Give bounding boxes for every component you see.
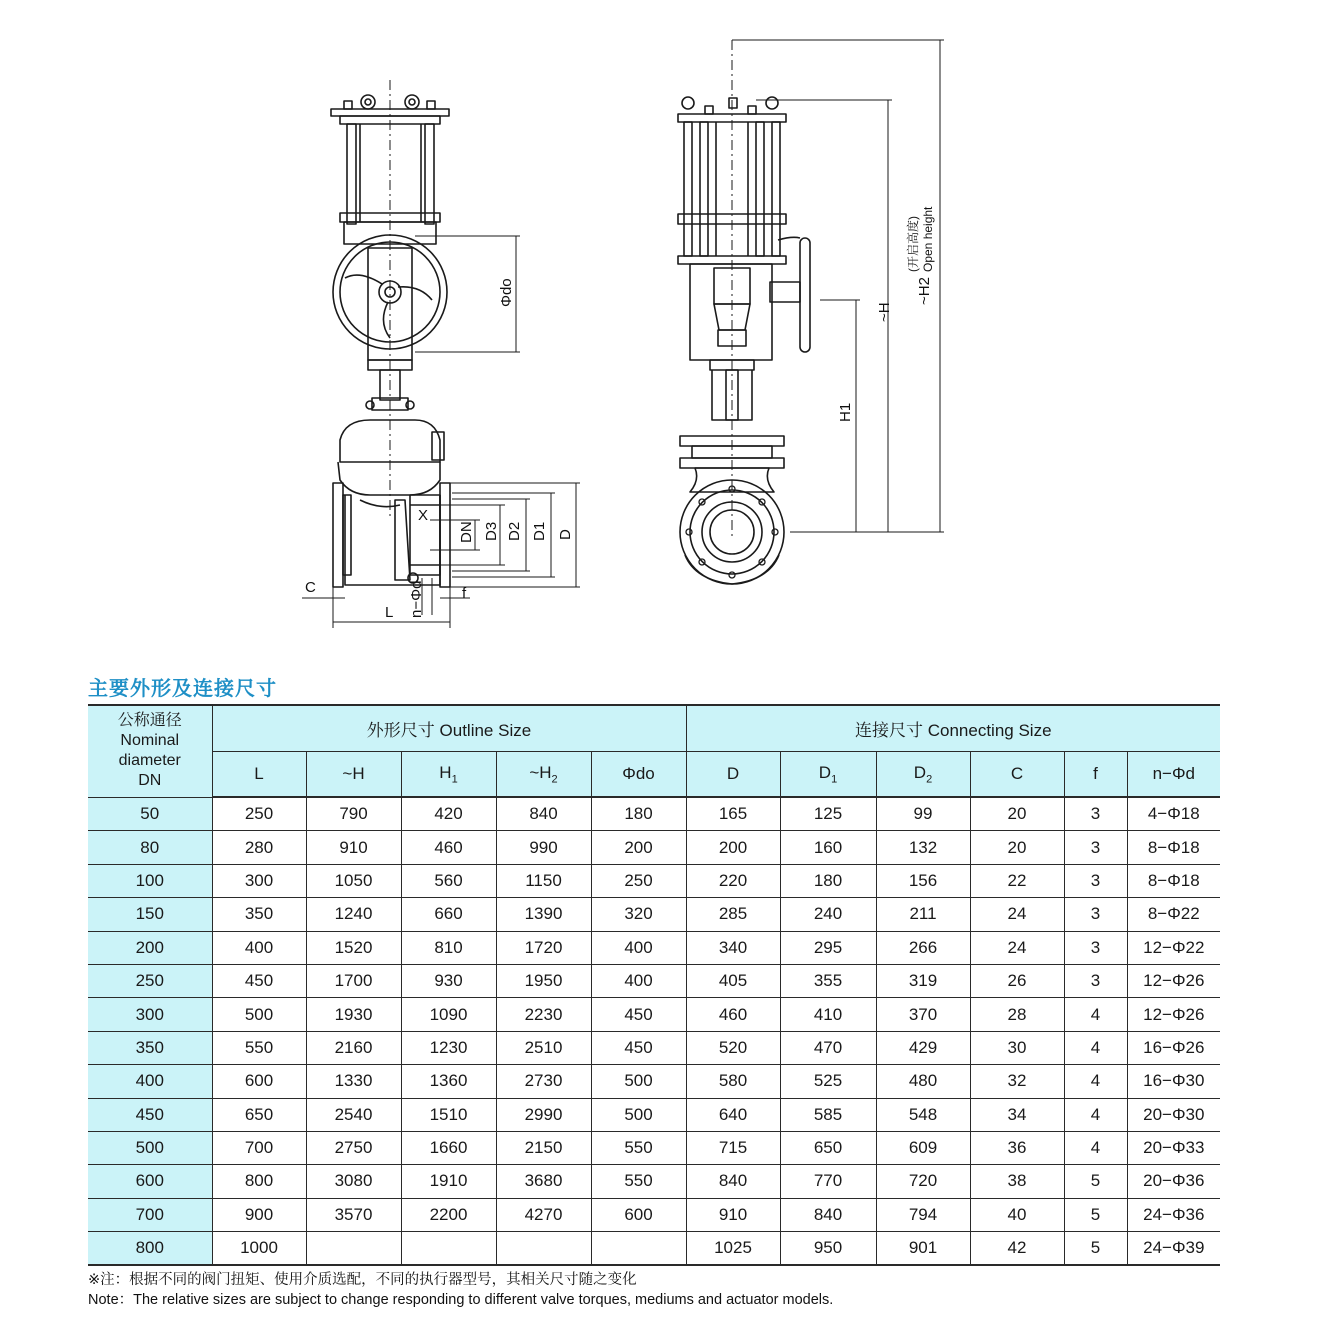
table-cell: 1230: [401, 1031, 496, 1064]
table-cell: 410: [780, 998, 876, 1031]
table-cell: 12−Φ26: [1127, 964, 1220, 997]
column-header: $\sim H_2$: [496, 752, 591, 798]
table-cell: 22: [970, 864, 1064, 897]
connecting-size-header: 连接尺寸 Connecting Size: [686, 705, 1220, 752]
table-cell: 24−Φ36: [1127, 1198, 1220, 1231]
table-cell: 4: [1064, 1031, 1127, 1064]
table-cell: 160: [780, 831, 876, 864]
table-cell: 2150: [496, 1131, 591, 1164]
dn-cell: 200: [88, 931, 212, 964]
table-cell: 2750: [306, 1131, 401, 1164]
table-cell: 2160: [306, 1031, 401, 1064]
table-cell: 20−Φ30: [1127, 1098, 1220, 1131]
table-cell: 480: [876, 1065, 970, 1098]
dim-label-l: L: [385, 604, 394, 621]
table-cell: 24−Φ39: [1127, 1232, 1220, 1266]
table-cell: 400: [591, 964, 686, 997]
table-cell: 200: [591, 831, 686, 864]
dim-label-open-en: Open height: [921, 206, 935, 272]
table-cell: 1360: [401, 1065, 496, 1098]
table-cell: 950: [780, 1232, 876, 1266]
table-cell: 2510: [496, 1031, 591, 1064]
dn-cell: 50: [88, 797, 212, 831]
dimension-labels: [305, 206, 935, 621]
dn-cell: 350: [88, 1031, 212, 1064]
table-cell: 4: [1064, 1065, 1127, 1098]
table-cell: [496, 1232, 591, 1266]
table-cell: 1910: [401, 1165, 496, 1198]
dim-label-h: ~H: [876, 302, 893, 322]
table-cell: 609: [876, 1131, 970, 1164]
table-cell: 42: [970, 1232, 1064, 1266]
table-cell: 1950: [496, 964, 591, 997]
dn-cell: 400: [88, 1065, 212, 1098]
column-header: L: [212, 752, 306, 798]
table-cell: 1000: [212, 1232, 306, 1266]
column-header: $H_1$: [401, 752, 496, 798]
dim-label-h2: ~H2: [916, 277, 933, 305]
table-row: [88, 1065, 1220, 1098]
table-cell: 3: [1064, 898, 1127, 931]
table-cell: 3: [1064, 797, 1127, 831]
table-cell: 794: [876, 1198, 970, 1231]
table-cell: 500: [591, 1065, 686, 1098]
note-english: Note：The relative sizes are subject to change responding to different valve torques, mediums and actuator models.: [88, 1292, 834, 1308]
table-cell: 810: [401, 931, 496, 964]
table-cell: 600: [212, 1065, 306, 1098]
dim-label-h1: H1: [837, 402, 854, 422]
column-header: C: [970, 752, 1064, 798]
table-cell: 40: [970, 1198, 1064, 1231]
dn-header-line: diameter: [118, 752, 181, 770]
table-row: [88, 1131, 1220, 1164]
table-cell: 550: [591, 1165, 686, 1198]
table-cell: 715: [686, 1131, 780, 1164]
dn-cell: 500: [88, 1131, 212, 1164]
column-header: n−Φd: [1127, 752, 1220, 798]
table-cell: 470: [780, 1031, 876, 1064]
table-cell: 8−Φ18: [1127, 864, 1220, 897]
table-cell: 4: [1064, 1098, 1127, 1131]
table-cell: 4−Φ18: [1127, 797, 1220, 831]
table-cell: 300: [212, 864, 306, 897]
dn-header-line: Nominal: [120, 732, 180, 750]
table-cell: 24: [970, 931, 1064, 964]
table-cell: 2200: [401, 1198, 496, 1231]
front-view: [331, 80, 450, 587]
table-cell: 1025: [686, 1232, 780, 1266]
table-cell: 38: [970, 1165, 1064, 1198]
table-cell: 4: [1064, 1131, 1127, 1164]
table-row: [88, 864, 1220, 897]
table-cell: 525: [780, 1065, 876, 1098]
notes: [88, 1270, 833, 1310]
table-cell: 900: [212, 1198, 306, 1231]
table-cell: 200: [686, 831, 780, 864]
table-cell: 770: [780, 1165, 876, 1198]
valve-drawing: [0, 0, 1331, 660]
table-cell: 180: [780, 864, 876, 897]
table-cell: 8−Φ18: [1127, 831, 1220, 864]
table-cell: 16−Φ26: [1127, 1031, 1220, 1064]
table-cell: 2230: [496, 998, 591, 1031]
table-row: [88, 831, 1220, 864]
table-cell: 132: [876, 831, 970, 864]
table-cell: 20−Φ36: [1127, 1165, 1220, 1198]
table-cell: 1510: [401, 1098, 496, 1131]
table-cell: 550: [212, 1031, 306, 1064]
table-cell: 350: [212, 898, 306, 931]
table-cell: 640: [686, 1098, 780, 1131]
table-cell: 520: [686, 1031, 780, 1064]
table-cell: 240: [780, 898, 876, 931]
table-cell: 1150: [496, 864, 591, 897]
table-cell: 20: [970, 831, 1064, 864]
table-cell: 650: [780, 1131, 876, 1164]
table-cell: 8−Φ22: [1127, 898, 1220, 931]
table-cell: 28: [970, 998, 1064, 1031]
dimensions-table: [88, 704, 1220, 1266]
table-cell: 12−Φ22: [1127, 931, 1220, 964]
table-cell: 720: [876, 1165, 970, 1198]
table-cell: 460: [686, 998, 780, 1031]
section-title: 主要外形及连接尺寸: [88, 678, 277, 700]
table-cell: 12−Φ26: [1127, 998, 1220, 1031]
table-row: [88, 1031, 1220, 1064]
table-cell: 429: [876, 1031, 970, 1064]
table-cell: 16−Φ30: [1127, 1065, 1220, 1098]
table-cell: 295: [780, 931, 876, 964]
table-cell: 840: [496, 797, 591, 831]
table-cell: 3570: [306, 1198, 401, 1231]
table-cell: 250: [591, 864, 686, 897]
table-cell: 3080: [306, 1165, 401, 1198]
table-cell: [591, 1232, 686, 1266]
table-cell: 370: [876, 998, 970, 1031]
table-cell: 220: [686, 864, 780, 897]
table-cell: 4: [1064, 998, 1127, 1031]
table-row: [88, 1232, 1220, 1266]
table-cell: 450: [591, 998, 686, 1031]
table-cell: 1520: [306, 931, 401, 964]
column-header: ~H: [306, 752, 401, 798]
table-cell: 180: [591, 797, 686, 831]
table-cell: 211: [876, 898, 970, 931]
table-cell: 5: [1064, 1165, 1127, 1198]
table-cell: 320: [591, 898, 686, 931]
dn-cell: 150: [88, 898, 212, 931]
column-header: D: [686, 752, 780, 798]
dim-label-d1: D1: [531, 521, 548, 541]
table-cell: 125: [780, 797, 876, 831]
table-cell: 5: [1064, 1232, 1127, 1266]
table-cell: 1720: [496, 931, 591, 964]
table-cell: 790: [306, 797, 401, 831]
table-cell: 3: [1064, 831, 1127, 864]
table-cell: 355: [780, 964, 876, 997]
table-cell: 840: [780, 1198, 876, 1231]
table-cell: 34: [970, 1098, 1064, 1131]
table-cell: 548: [876, 1098, 970, 1131]
table-cell: 20−Φ33: [1127, 1131, 1220, 1164]
dim-label-do: Φdo: [498, 278, 515, 307]
table-cell: 910: [686, 1198, 780, 1231]
table-row: [88, 898, 1220, 931]
table-cell: 910: [306, 831, 401, 864]
table-cell: 280: [212, 831, 306, 864]
dim-label-d3: D3: [483, 521, 500, 541]
table-cell: 250: [212, 797, 306, 831]
table-cell: 585: [780, 1098, 876, 1131]
dn-cell: 100: [88, 864, 212, 897]
table-body: [88, 797, 1220, 1265]
table-cell: 405: [686, 964, 780, 997]
table-cell: 26: [970, 964, 1064, 997]
dim-label-d2: D2: [506, 521, 523, 541]
table-cell: 1240: [306, 898, 401, 931]
table-cell: 24: [970, 898, 1064, 931]
dn-header-line: 公称通径: [117, 712, 182, 730]
table-cell: 990: [496, 831, 591, 864]
table-row: [88, 797, 1220, 831]
dim-label-c: C: [305, 579, 316, 596]
table-cell: 3: [1064, 931, 1127, 964]
dn-cell: 300: [88, 998, 212, 1031]
table-cell: 30: [970, 1031, 1064, 1064]
table-cell: 1390: [496, 898, 591, 931]
table-cell: 3680: [496, 1165, 591, 1198]
table-cell: 580: [686, 1065, 780, 1098]
table-cell: 2540: [306, 1098, 401, 1131]
dim-label-f: f: [462, 585, 467, 602]
table-cell: 1050: [306, 864, 401, 897]
dim-label-open-cn: (开启高度): [906, 216, 920, 272]
outline-size-header: 外形尺寸 Outline Size: [212, 705, 686, 752]
table-cell: 156: [876, 864, 970, 897]
dim-label-dn: DN: [458, 521, 475, 543]
table-cell: [306, 1232, 401, 1266]
column-header-row: [88, 752, 1220, 798]
table-cell: 600: [591, 1198, 686, 1231]
dim-label-d: D: [557, 529, 574, 540]
table-cell: 930: [401, 964, 496, 997]
table-cell: 266: [876, 931, 970, 964]
table-cell: 660: [401, 898, 496, 931]
dim-label-nd: n−Φd: [408, 580, 425, 618]
table-cell: 4270: [496, 1198, 591, 1231]
table-cell: 2730: [496, 1065, 591, 1098]
dn-cell: 250: [88, 964, 212, 997]
dn-column-header: [88, 705, 212, 797]
dim-label-x: X: [418, 507, 429, 524]
table-cell: 32: [970, 1065, 1064, 1098]
dn-header-line: DN: [138, 772, 162, 790]
dn-cell: 80: [88, 831, 212, 864]
table-cell: 5: [1064, 1198, 1127, 1231]
dn-cell: 600: [88, 1165, 212, 1198]
table-cell: 700: [212, 1131, 306, 1164]
column-header: f: [1064, 752, 1127, 798]
note-chinese: ※注：根据不同的阀门扭矩、使用介质选配，不同的执行器型号，其相关尺寸随之变化: [88, 1272, 637, 1288]
table-cell: 800: [212, 1165, 306, 1198]
table-cell: 1930: [306, 998, 401, 1031]
table-row: [88, 1165, 1220, 1198]
table-cell: 400: [591, 931, 686, 964]
table-cell: 1090: [401, 998, 496, 1031]
table-cell: 560: [401, 864, 496, 897]
table-cell: [401, 1232, 496, 1266]
table-cell: 3: [1064, 964, 1127, 997]
table-cell: 99: [876, 797, 970, 831]
table-cell: 3: [1064, 864, 1127, 897]
table-cell: 550: [591, 1131, 686, 1164]
table-row: [88, 931, 1220, 964]
table-cell: 650: [212, 1098, 306, 1131]
table-cell: 1700: [306, 964, 401, 997]
table-row: [88, 1098, 1220, 1131]
dn-cell: 800: [88, 1232, 212, 1266]
table-cell: 165: [686, 797, 780, 831]
table-cell: 450: [212, 964, 306, 997]
table-cell: 285: [686, 898, 780, 931]
table-row: [88, 1198, 1220, 1231]
table-cell: 460: [401, 831, 496, 864]
column-header: Φdo: [591, 752, 686, 798]
table-cell: 500: [212, 998, 306, 1031]
table-cell: 500: [591, 1098, 686, 1131]
table-cell: 1660: [401, 1131, 496, 1164]
table-cell: 340: [686, 931, 780, 964]
table-cell: 901: [876, 1232, 970, 1266]
table-cell: 319: [876, 964, 970, 997]
table-cell: 400: [212, 931, 306, 964]
side-view: [678, 40, 810, 584]
dn-cell: 700: [88, 1198, 212, 1231]
table-row: [88, 998, 1220, 1031]
table-cell: 36: [970, 1131, 1064, 1164]
table-cell: 840: [686, 1165, 780, 1198]
dn-cell: 450: [88, 1098, 212, 1131]
table-cell: 20: [970, 797, 1064, 831]
table-cell: 450: [591, 1031, 686, 1064]
table-cell: 1330: [306, 1065, 401, 1098]
column-header: $D_1$: [780, 752, 876, 798]
column-header: $D_2$: [876, 752, 970, 798]
table-cell: 2990: [496, 1098, 591, 1131]
table-cell: 420: [401, 797, 496, 831]
table-row: [88, 964, 1220, 997]
